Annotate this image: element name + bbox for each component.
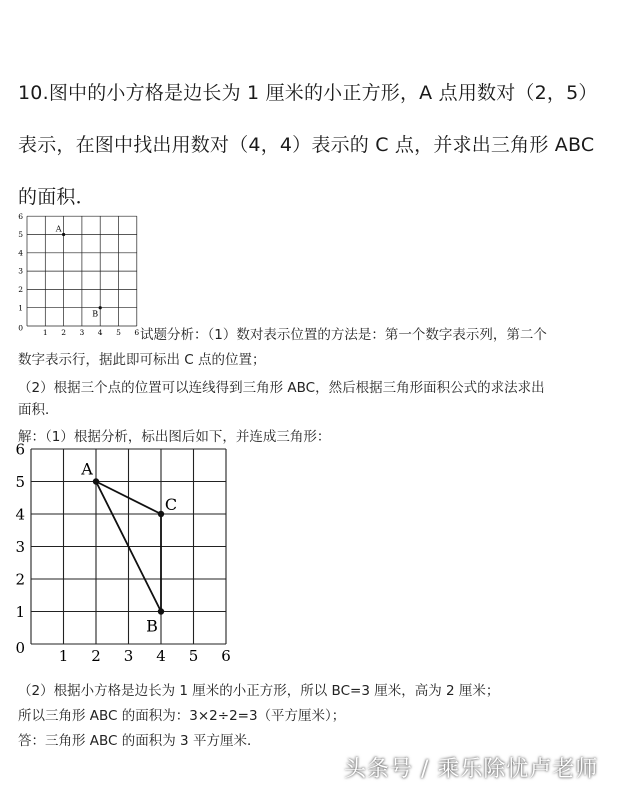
point-label-a: A bbox=[81, 459, 93, 479]
y-tick-label: 5 bbox=[15, 472, 25, 491]
x-tick-label: 3 bbox=[123, 647, 134, 665]
point-label-b: B bbox=[146, 616, 158, 636]
analysis-line-4: 面积． bbox=[18, 402, 59, 418]
question-line-3: 的面积． bbox=[18, 186, 95, 208]
origin-label: 0 bbox=[18, 323, 23, 333]
x-tick-label: 5 bbox=[188, 647, 199, 665]
x-tick-label: 4 bbox=[156, 647, 166, 665]
point-b bbox=[158, 608, 164, 614]
y-tick-label: 4 bbox=[18, 248, 23, 258]
point-c bbox=[158, 511, 164, 517]
x-tick-label: 6 bbox=[134, 328, 140, 337]
y-tick-label: 2 bbox=[15, 570, 25, 589]
question-line-1: 10.图中的小方格是边长为 1 厘米的小正方形，A 点用数对（2，5） bbox=[18, 82, 598, 104]
large-coordinate-grid bbox=[10, 440, 240, 667]
x-tick-label: 4 bbox=[97, 328, 103, 337]
x-tick-label: 1 bbox=[42, 328, 48, 337]
y-tick-label: 6 bbox=[18, 211, 23, 221]
y-tick-label: 4 bbox=[15, 505, 25, 524]
x-tick-label: 2 bbox=[61, 328, 66, 337]
point-label-c: C bbox=[164, 495, 178, 514]
y-tick-label: 5 bbox=[18, 230, 23, 240]
point-a bbox=[62, 233, 65, 236]
watermark: 头条号 / 乘乐除忧卢老师 bbox=[344, 757, 599, 782]
point-label-a: A bbox=[55, 224, 62, 234]
solution-line-1: （2）根据小方格是边长为 1 厘米的小正方形，所以 BC=3 厘米，高为 2 厘米； bbox=[18, 683, 500, 699]
y-tick-label: 6 bbox=[15, 440, 25, 459]
point-label-b: B bbox=[92, 309, 99, 319]
analysis-line-2: 数字表示行，据此即可标出 C 点的位置； bbox=[18, 352, 266, 368]
point-a bbox=[93, 478, 99, 484]
x-tick-label: 1 bbox=[58, 647, 69, 665]
origin-label: 0 bbox=[15, 639, 25, 657]
x-tick-label: 2 bbox=[91, 647, 101, 665]
y-tick-label: 2 bbox=[18, 285, 23, 295]
solution-line-2: 所以三角形 ABC 的面积为：3×2÷2=3（平方厘米）； bbox=[18, 708, 346, 724]
x-tick-label: 6 bbox=[221, 647, 231, 665]
y-tick-label: 1 bbox=[15, 602, 25, 621]
answer-line: 答：三角形 ABC 的面积为 3 平方厘米． bbox=[18, 733, 261, 749]
y-tick-label: 1 bbox=[18, 303, 23, 313]
solution-intro: 解：（1）根据分析，标出图后如下，并连成三角形： bbox=[18, 429, 331, 445]
x-tick-label: 5 bbox=[116, 328, 121, 337]
small-coordinate-grid bbox=[12, 211, 142, 338]
analysis-line-3: （2）根据三个点的位置可以连线得到三角形 ABC，然后根据三角形面积公式的求法求出 bbox=[18, 380, 545, 396]
y-tick-label: 3 bbox=[15, 537, 25, 556]
point-b bbox=[99, 306, 102, 309]
y-tick-label: 3 bbox=[18, 266, 23, 276]
question-line-2: 表示，在图中找出用数对（4，4）表示的 C 点，并求出三角形 ABC bbox=[18, 134, 595, 156]
analysis-line-1: 试题分析：（1）数对表示位置的方法是：第一个数字表示列，第二个 bbox=[140, 327, 547, 343]
x-tick-label: 3 bbox=[79, 328, 85, 337]
